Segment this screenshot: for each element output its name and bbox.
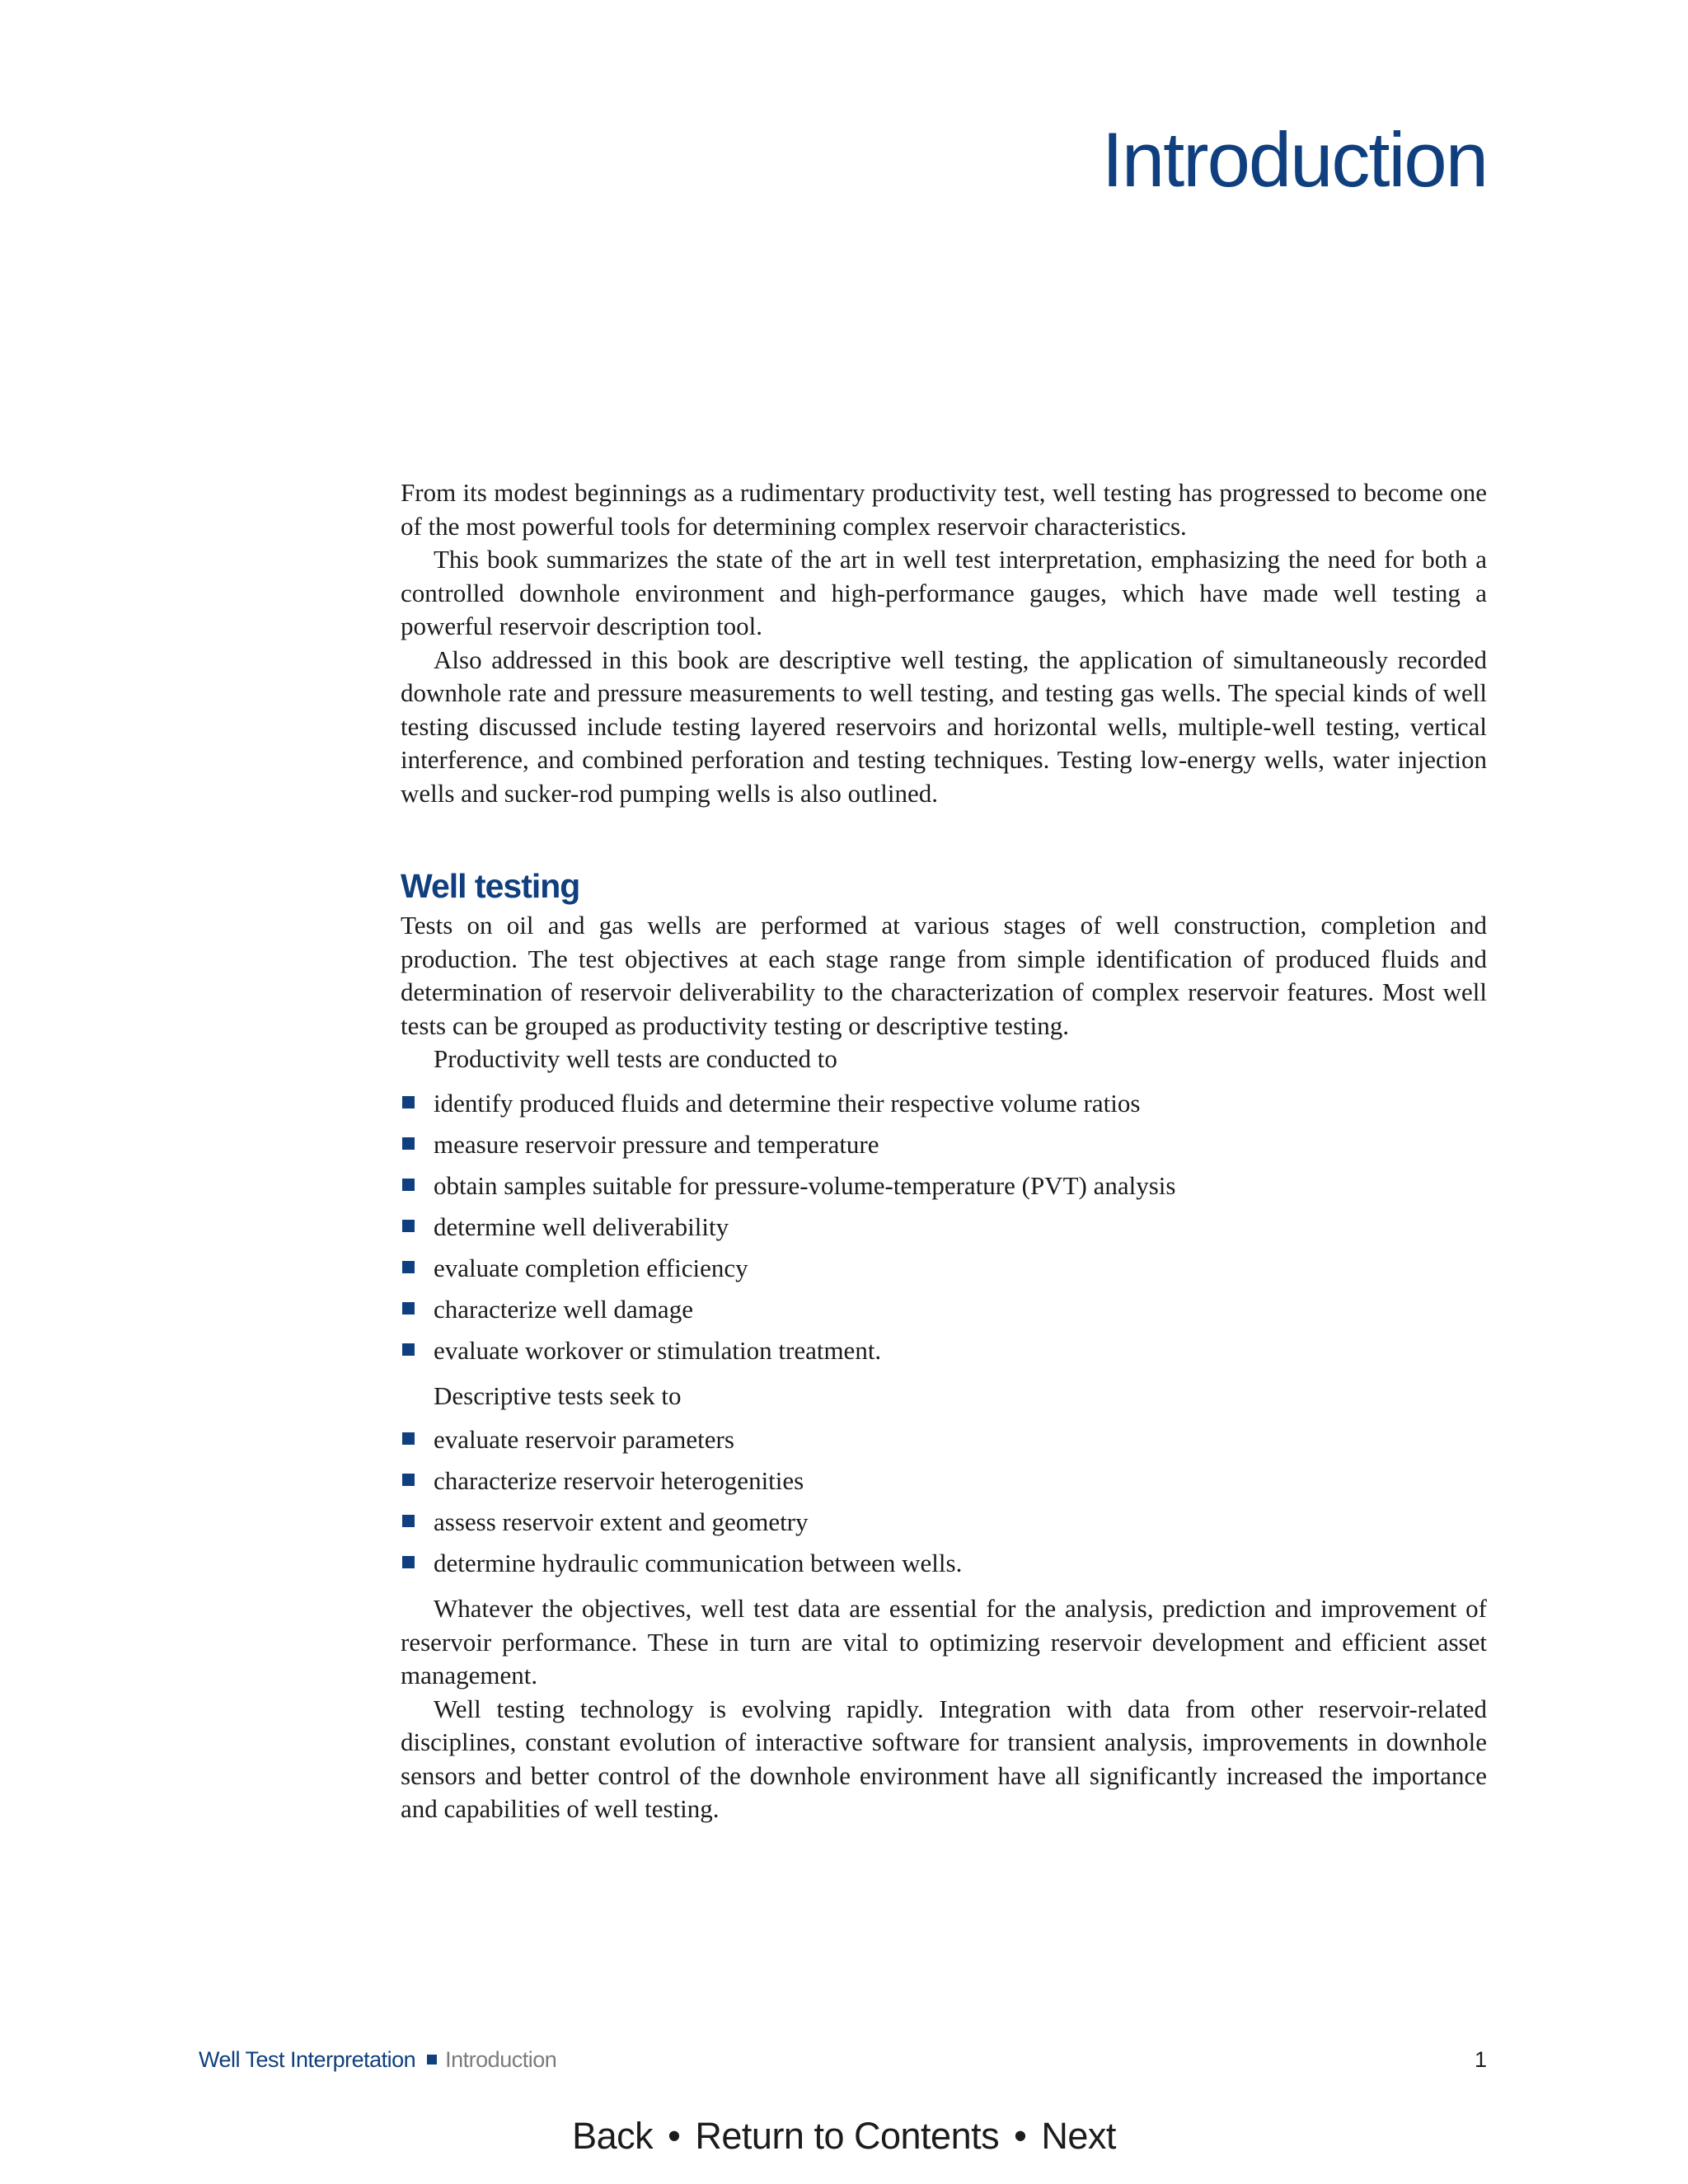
square-bullet-icon bbox=[402, 1556, 415, 1568]
running-footer bbox=[199, 2047, 556, 2073]
nav-separator: • bbox=[1014, 2115, 1027, 2157]
list-item-text: determine well deliverability bbox=[434, 1212, 729, 1241]
list-item-text: characterize reservoir heterogenities bbox=[434, 1466, 804, 1495]
list-item-text: obtain samples suitable for pressure-volume-temperature (PVT) analysis bbox=[434, 1170, 1176, 1200]
footer-chapter: Introduction bbox=[445, 2047, 557, 2072]
list-item-text: evaluate workover or stimulation treatment. bbox=[434, 1335, 882, 1365]
list-item-text: measure reservoir pressure and temperature bbox=[434, 1129, 879, 1159]
square-bullet-icon bbox=[402, 1515, 415, 1527]
list-item bbox=[401, 1248, 1487, 1289]
square-bullet-icon bbox=[402, 1220, 415, 1232]
list-item bbox=[401, 1502, 1487, 1543]
next-link[interactable]: Next bbox=[1041, 2115, 1116, 2157]
list-item bbox=[401, 1543, 1487, 1584]
body-text bbox=[401, 476, 1487, 1826]
square-bullet-icon bbox=[402, 1261, 415, 1273]
page-number: 1 bbox=[1474, 2047, 1487, 2072]
square-separator-icon bbox=[427, 2055, 437, 2064]
section-paragraph-1: Tests on oil and gas wells are performed at various stages of well construction, completion and production. The test objectives at each stage range from simple identification of produced fluids and determination of reservoir deliverability to the characterization of complex reservoir features. Most well tests can be grouped as productivity testing or descriptive testing. bbox=[401, 911, 1487, 1040]
square-bullet-icon bbox=[402, 1096, 415, 1108]
section-paragraph-3: Well testing technology is evolving rapidly. Integration with data from other reservoir-related disciplines, constant evolution of interactive software for transient analysis, improvements in downhole sensors and better control of the downhole environment have all significantly increased the importance and capabilities of well testing. bbox=[401, 1694, 1487, 1823]
intro-paragraph-1: From its modest beginnings as a rudimentary productivity test, well testing has progressed to become one of the most powerful tools for determining complex reservoir characteristics. bbox=[401, 478, 1487, 541]
intro-paragraph-2: This book summarizes the state of the art in well test interpretation, emphasizing the need for both a controlled downhole environment and high-performance gauges, which have made well testing a powerful reservoir description tool. bbox=[401, 545, 1487, 640]
list-item-text: characterize well damage bbox=[434, 1294, 693, 1324]
square-bullet-icon bbox=[402, 1179, 415, 1191]
section-paragraph-2: Whatever the objectives, well test data are essential for the analysis, prediction and improvement of reservoir performance. These in turn are vital to optimizing reservoir development and efficient asset management. bbox=[401, 1594, 1487, 1690]
square-bullet-icon bbox=[402, 1343, 415, 1356]
list-item bbox=[401, 1165, 1487, 1207]
list-item bbox=[401, 1124, 1487, 1165]
back-link[interactable]: Back bbox=[572, 2115, 654, 2157]
list-item-text: assess reservoir extent and geometry bbox=[434, 1507, 809, 1536]
square-bullet-icon bbox=[402, 1302, 415, 1315]
navigation-bar bbox=[0, 2115, 1688, 2158]
page-title: Introduction bbox=[1101, 116, 1487, 203]
square-bullet-icon bbox=[402, 1432, 415, 1445]
descriptive-lead: Descriptive tests seek to bbox=[434, 1380, 682, 1410]
list-item bbox=[401, 1207, 1487, 1248]
square-bullet-icon bbox=[402, 1137, 415, 1150]
list-item bbox=[401, 1083, 1487, 1124]
return-to-contents-link[interactable]: Return to Contents bbox=[695, 2115, 1000, 2157]
productivity-list bbox=[401, 1083, 1487, 1371]
descriptive-list bbox=[401, 1419, 1487, 1584]
section-heading: Well testing bbox=[401, 867, 580, 905]
list-item bbox=[401, 1460, 1487, 1502]
nav-separator: • bbox=[668, 2115, 681, 2157]
square-bullet-icon bbox=[402, 1474, 415, 1486]
list-item-text: evaluate reservoir parameters bbox=[434, 1425, 734, 1454]
list-item-text: identify produced fluids and determine their respective volume ratios bbox=[434, 1088, 1141, 1118]
footer-book-title: Well Test Interpretation bbox=[199, 2047, 416, 2072]
list-item bbox=[401, 1289, 1487, 1330]
list-item bbox=[401, 1419, 1487, 1460]
list-item bbox=[401, 1330, 1487, 1371]
list-item-text: determine hydraulic communication between wells. bbox=[434, 1549, 963, 1577]
productivity-lead: Productivity well tests are conducted to bbox=[434, 1044, 837, 1073]
list-item-text: evaluate completion efficiency bbox=[434, 1253, 748, 1282]
intro-paragraph-3: Also addressed in this book are descriptive well testing, the application of simultaneously recorded downhole rate and pressure measurements to well testing, and testing gas wells. The special kinds of well testing discussed include testing layered reservoirs and horizontal wells, multiple-well testing, vertical interference, and combined perforation and testing techniques. Testing low-energy wells, water injection wells and sucker-rod pumping wells is also outlined. bbox=[401, 644, 1487, 808]
